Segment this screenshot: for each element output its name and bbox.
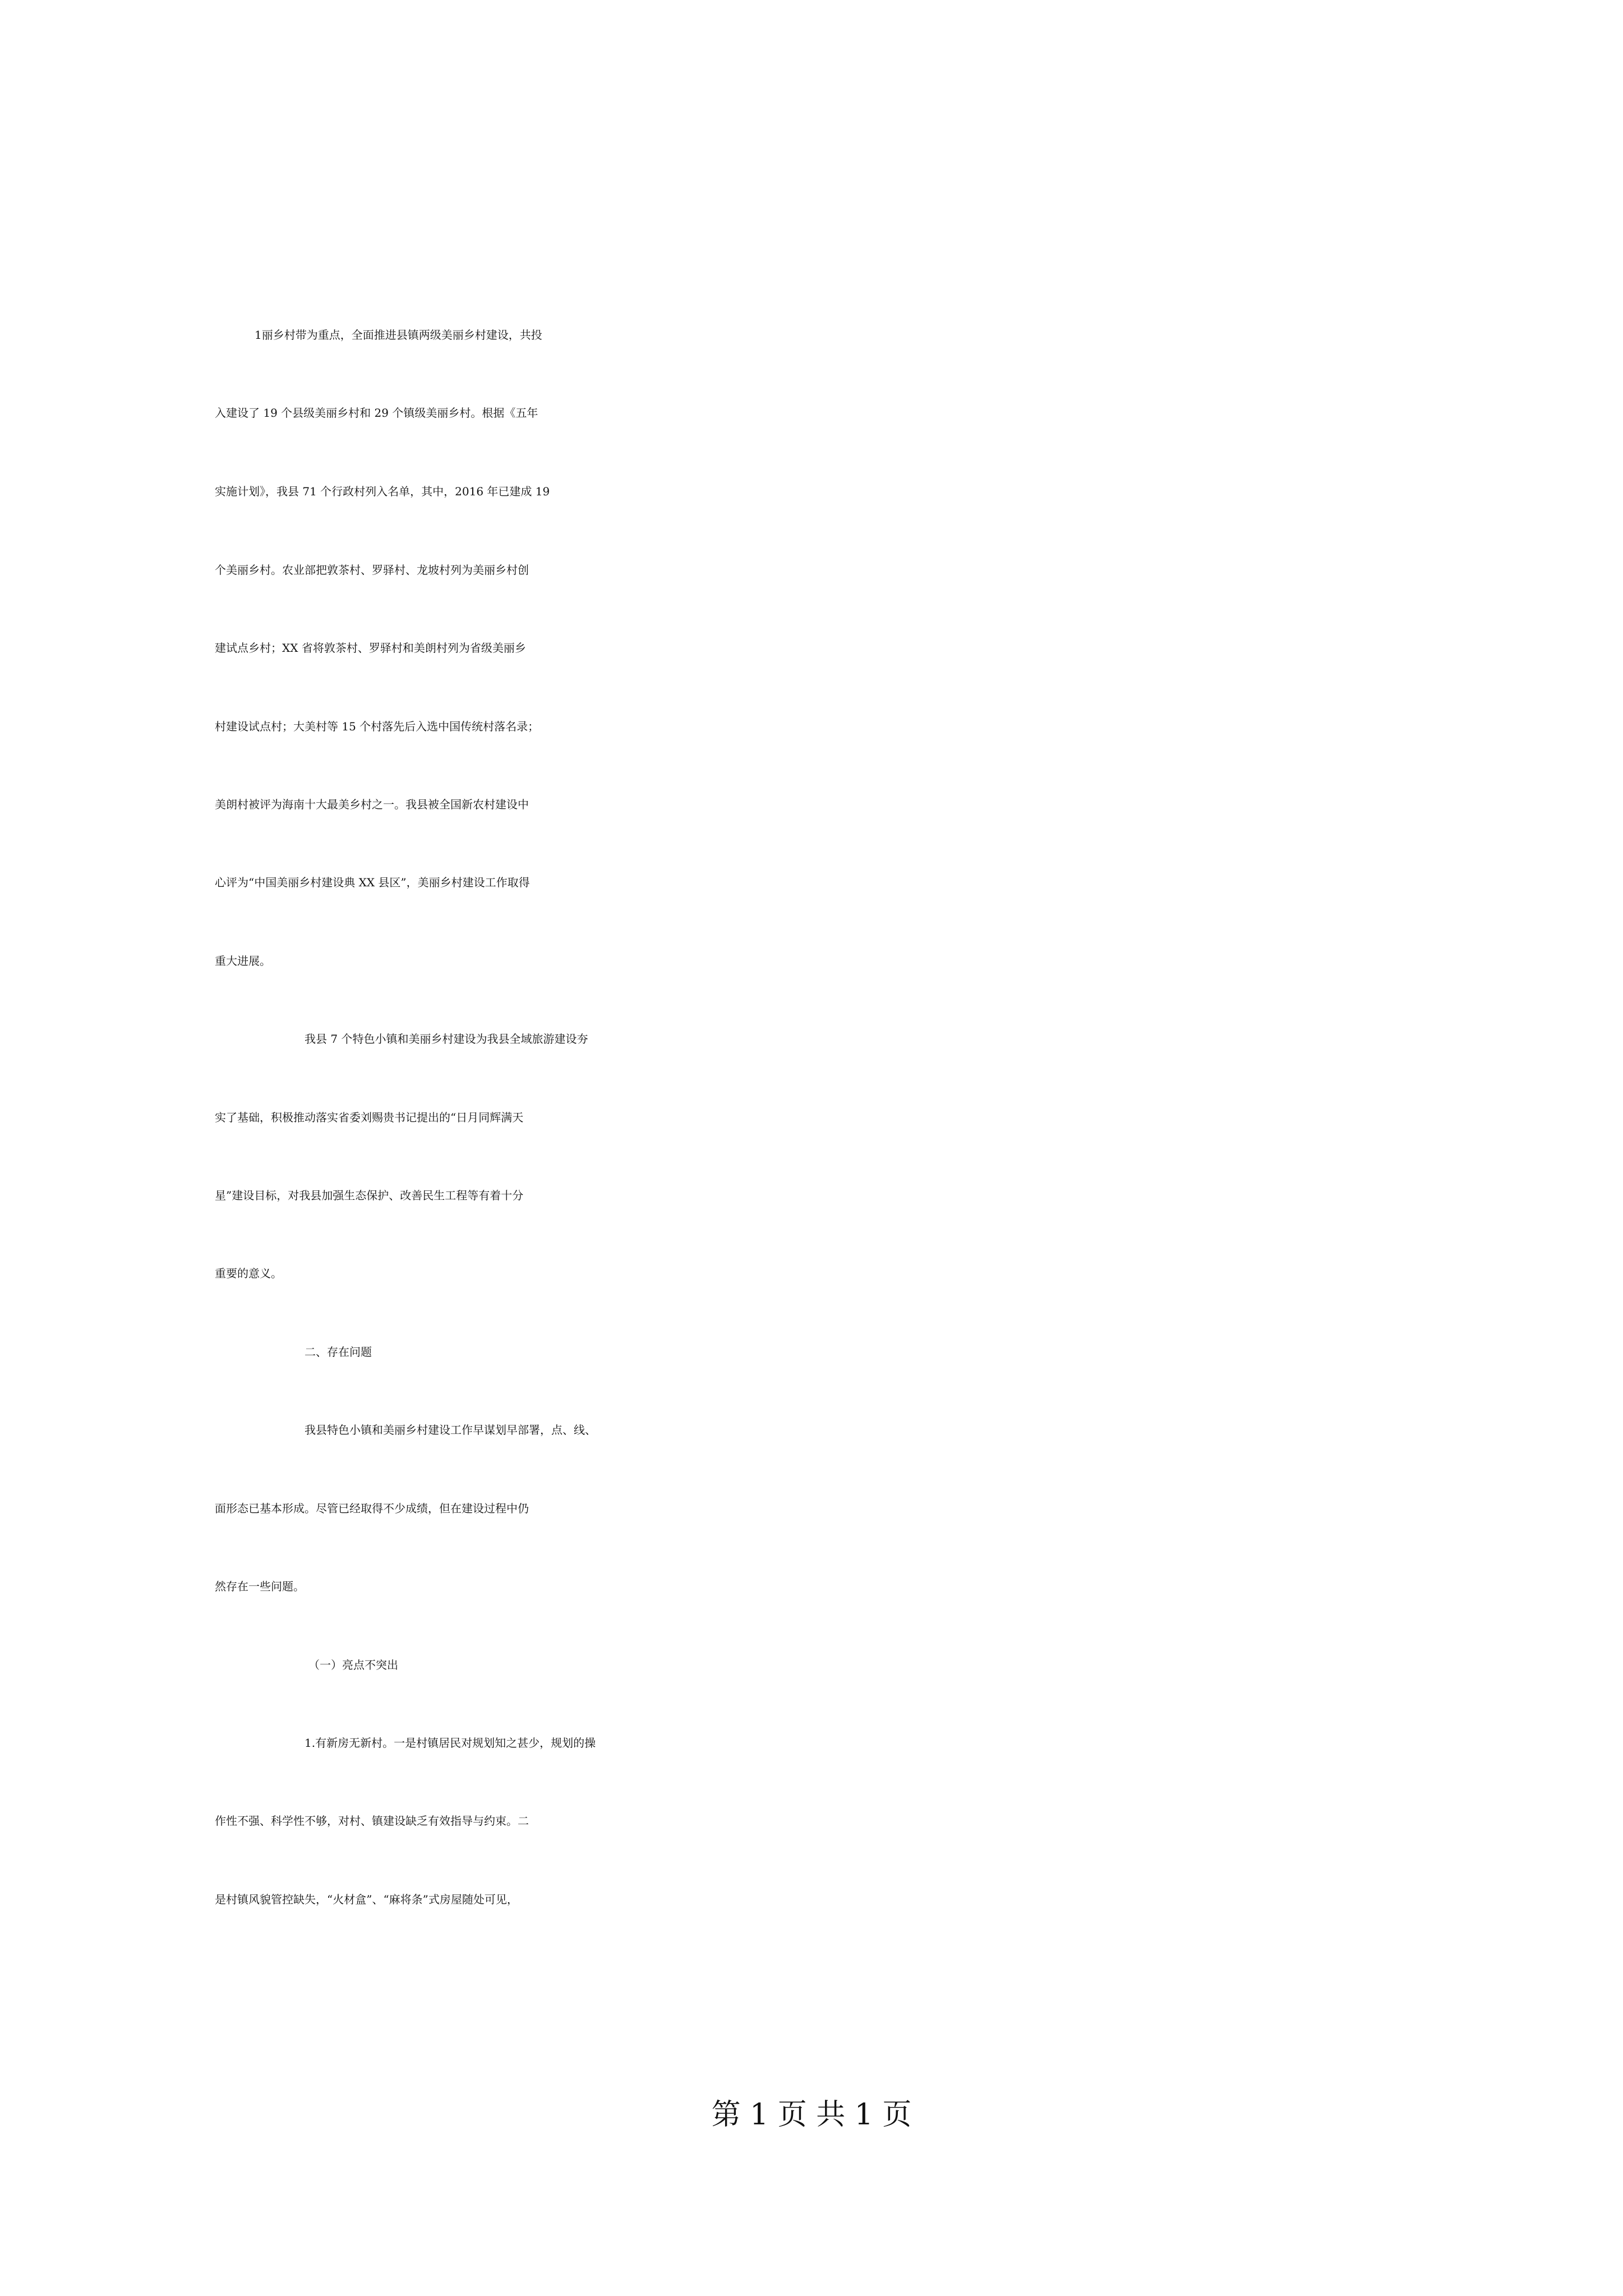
paragraph-line-11: 实了基础，积极推动落实省委刘赐贵书记提出的“日月同辉满天	[215, 1111, 524, 1124]
page-footer: 第 1 页 共 1 页	[711, 2098, 912, 2132]
paragraph-line-21: 是村镇风貌管控缺失，“火材盒”、“麻将条”式房屋随处可见，	[215, 1893, 518, 1906]
section-heading: 二、存在问题	[305, 1345, 372, 1359]
paragraph-line-5: 建试点乡村；XX 省将敦茶村、罗驿村和美朗村列为省级美丽乡	[215, 641, 526, 655]
paragraph-line-16: 面形态已基本形成。尽管已经取得不少成绩，但在建设过程中仍	[215, 1502, 529, 1515]
paragraph-line-12: 星”建设目标，对我县加强生态保护、改善民生工程等有着十分	[215, 1189, 524, 1202]
paragraph-line-15: 我县特色小镇和美丽乡村建设工作早谋划早部署，点、线、	[305, 1423, 596, 1437]
paragraph-line-19: 1.有新房无新村。一是村镇居民对规划知之甚少，规划的操	[305, 1736, 596, 1750]
paragraph-line-17: 然存在一些问题。	[215, 1580, 305, 1593]
paragraph-line-2: 入建设了 19 个县级美丽乡村和 29 个镇级美丽乡村。根据《五年	[215, 406, 538, 420]
paragraph-line-6: 村建设试点村；大美村等 15 个村落先后入选中国传统村落名录；	[215, 720, 540, 733]
paragraph-line-20: 作性不强、科学性不够，对村、镇建设缺乏有效指导与约束。二	[215, 1814, 529, 1828]
paragraph-line-3: 实施计划》，我县 71 个行政村列入名单，其中，2016 年已建成 19	[215, 485, 550, 498]
paragraph-line-10: 我县 7 个特色小镇和美丽乡村建设为我县全域旅游建设夯	[305, 1032, 588, 1046]
subsection-heading: （一）亮点不突出	[308, 1658, 398, 1672]
paragraph-line-4: 个美丽乡村。农业部把敦茶村、罗驿村、龙坡村列为美丽乡村创	[215, 563, 529, 577]
paragraph-line-7: 美朗村被评为海南十大最美乡村之一。我县被全国新农村建设中	[215, 798, 529, 811]
paragraph-line-8: 心评为“中国美丽乡村建设典 XX 县区”，美丽乡村建设工作取得	[215, 876, 530, 889]
paragraph-line-1: 1丽乡村带为重点，全面推进县镇两级美丽乡村建设，共投	[255, 328, 542, 342]
paragraph-line-13: 重要的意义。	[215, 1267, 282, 1280]
paragraph-line-9: 重大进展。	[215, 954, 271, 968]
